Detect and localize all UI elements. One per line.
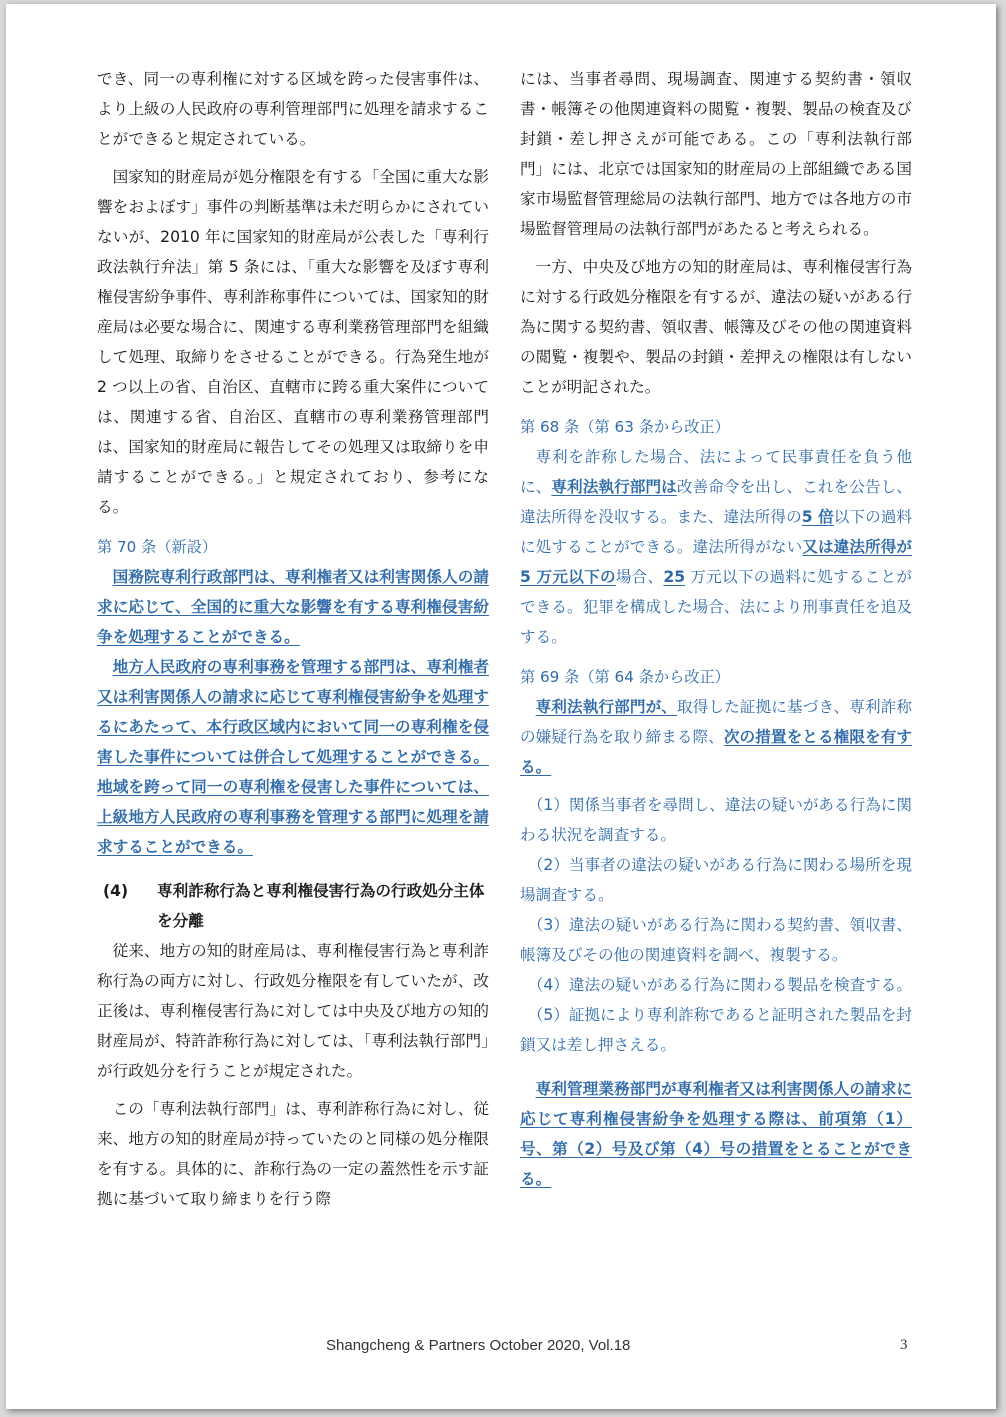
article-69-item-2: （2）当事者の違法の疑いがある行為に関わる場所を現場調査する。 [520, 856, 912, 904]
article-69-item-1: （1）関係当事者を尋問し、違法の疑いがある行為に関わる状況を調査する。 [520, 796, 912, 844]
article-69-body: 専利法執行部門が、取得した証拠に基づき、専利詐称の嫌疑行為を取り締まる際、次の措置をとる権限を有する。 [520, 698, 912, 776]
article-68-title: 第 68 条（第 63 条から改正） [520, 418, 730, 436]
article-69-item-5: （5）証拠により専利詐称であると証明された製品を封鎖又は差し押さえる。 [520, 1006, 912, 1054]
paragraph-ip-office-powers: 一方、中央及び地方の知的財産局は、専利権侵害行為に対する行政処分権限を有するが、違法の疑いがある行為に関する契約書、領収書、帳簿及びその他の関連資料の閲覧・複製や、製品の封鎖・差押えの権限は有しないことが明記された。 [520, 258, 912, 396]
article-69-item-4: （4）違法の疑いがある行為に関わる製品を検査する。 [527, 976, 912, 994]
article-70-clause-1: 国務院専利行政部門は、専利権者又は利害関係人の請求に応じて、全国的に重大な影響を有する専利権侵害紛争を処理することができる。 [97, 568, 489, 646]
page-number: 3 [900, 1337, 908, 1353]
paragraph-separation: 従来、地方の知的財産局は、専利権侵害行為と専利詐称行為の両方に対し、行政処分権限を有していたが、改正後は、専利権侵害行為に対しては中央及び地方の知的財産局が、特許詐称行為に対しては、「専利法執行部門」が行政処分を行うことが規定された。 [97, 942, 489, 1080]
publication-info: Shangcheng & Partners October 2020, Vol.18 [326, 1337, 631, 1354]
article-69-final-clause: 専利管理業務部門が専利権者又は利害関係人の請求に応じて専利権侵害紛争を処理する際は、前項第（1）号、第（2）号及び第（4）号の措置をとることができる。 [520, 1080, 912, 1188]
document-page [6, 4, 996, 1409]
article-69-title: 第 69 条（第 64 条から改正） [520, 668, 730, 686]
article-70-clause-2: 地方人民政府の専利事務を管理する部門は、専利権者又は利害関係人の請求に応じて専利権侵害紛争を処理するにあたって、本行政区域内において同一の専利権を侵害した事件については併合して処理することができる。地域を跨って同一の専利権を侵害した事件については、上級地方人民政府の専利事務を管理する部門に処理を請求することができる。 [97, 658, 489, 856]
paragraph-enforcement-powers: には、当事者尋問、現場調査、関連する契約書・領収書・帳簿その他関連資料の閲覧・複製、製品の検査及び封鎖・差し押さえが可能である。この「専利法執行部門」には、北京では国家知的財産局の上部組織である国家市場監督管理総局の法執行部門、地方では各地方の市場監督管理局の法執行部門があたると考えられる。 [520, 70, 912, 238]
paragraph-enforcement-dept: この「専利法執行部門」は、専利詐称行為に対し、従来、地方の知的財産局が持っていたのと同様の処分権限を有する。具体的に、詐称行為の一定の蓋然性を示す証拠に基づいて取り締まりを行う際 [97, 1100, 489, 1208]
paragraph-judgment-criteria: 国家知的財産局が処分権限を有する「全国に重大な影響をおよぼす」事件の判断基準は未だ明らかにされていないが、2010 年に国家知的財産局が公表した「専利行政法執行弁法」第 5 条には、「重大な影響を及ぼす専利権侵害紛争事件、専利詐称事件については、国家知的財産局は必要な場合に、関連する専利業務管理部門を組織して処理、取締りをさせることができる。行為発生地が 2 つ以上の省、自治区、直轄市に跨る重大案件については、関連する省、自治区、直轄市の専利業務管理部門は、国家知的財産局に報告してその処理又は取締りを申請することができる。」と規定されており、参考になる。 [97, 168, 489, 516]
article-70-title: 第 70 条（新設） [97, 538, 218, 556]
right-column [520, 64, 912, 1194]
left-column [97, 64, 489, 1214]
section-title: 専利詐称行為と専利権侵害行為の行政処分主体を分離 [157, 882, 485, 930]
section-number: (4) [103, 882, 129, 900]
article-68-body: 専利を詐称した場合、法によって民事責任を負う他に、専利法執行部門は改善命令を出し、これを公告し、違法所得を没収する。また、違法所得の5 倍以下の過料に処することができる。違法所得がない又は違法所得が 5 万元以下の場合、25 万元以下の過料に処することができる。犯罪を構成した場合、法により刑事責任を追及する。 [520, 448, 912, 646]
paragraph-continuation: でき、同一の専利権に対する区域を跨った侵害事件は、より上級の人民政府の専利管理部門に処理を請求することができると規定されている。 [97, 70, 489, 148]
section-heading-4 [97, 876, 489, 936]
article-69-item-3: （3）違法の疑いがある行為に関わる契約書、領収書、帳簿及びその他の関連資料を調べ、複製する。 [520, 916, 912, 964]
